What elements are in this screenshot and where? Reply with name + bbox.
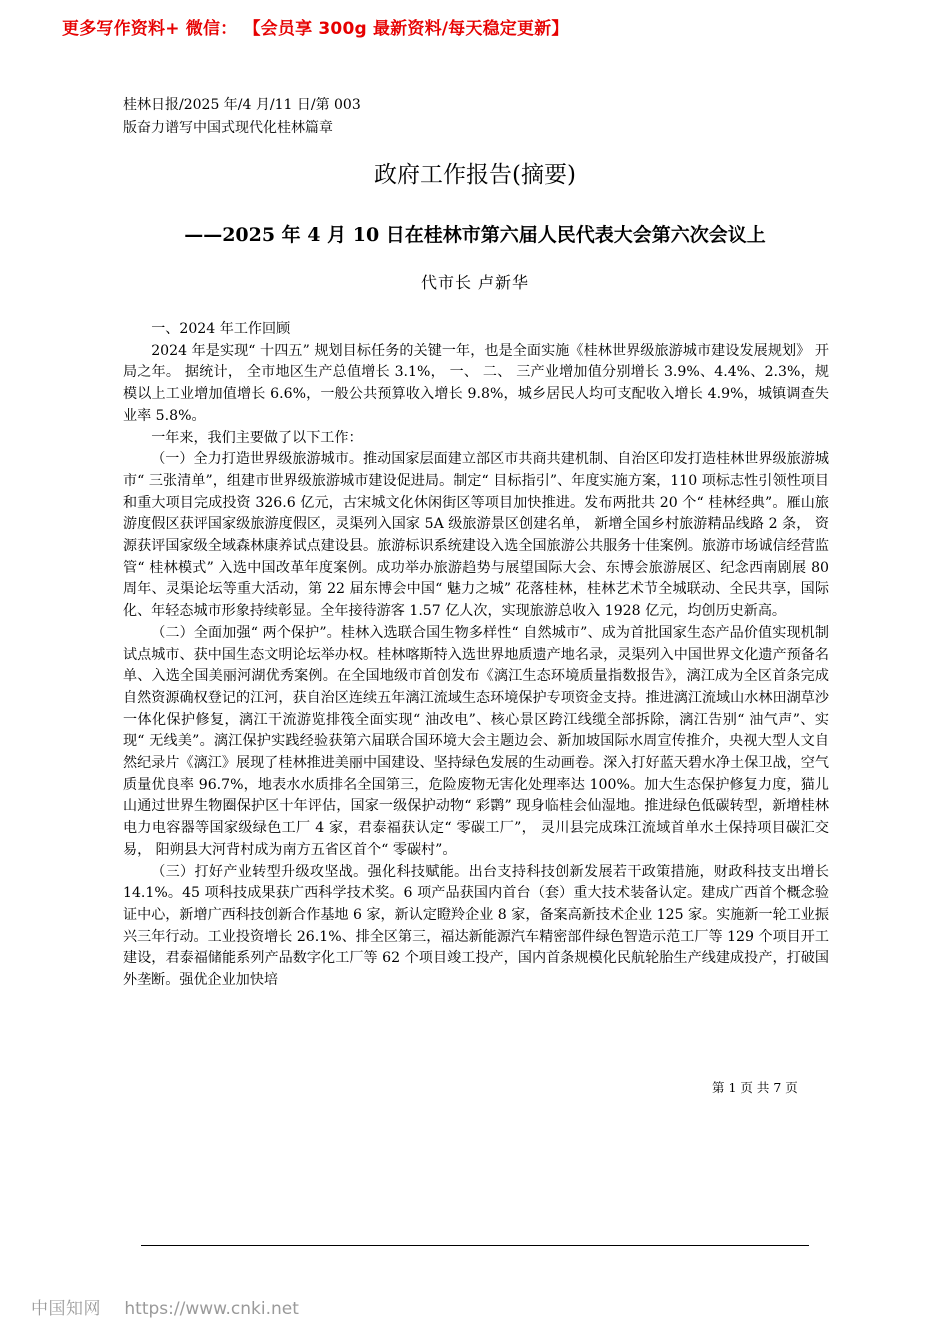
document-body <box>123 319 829 992</box>
source-line-1: 桂林日报/2025 年/4 月/11 日/第 003 <box>123 97 361 113</box>
document-title: 政府工作报告(摘要) <box>374 162 576 188</box>
page-number: 第 1 页 共 7 页 <box>712 1080 798 1095</box>
watermark-brand: 中国知网 <box>31 1299 101 1319</box>
source-line-2: 版奋力谱写中国式现代化桂林篇章 <box>123 120 333 136</box>
body-paragraph: 2024 年是实现“ 十四五” 规划目标任务的关键一年，也是全面实施《桂林世界级旅游城市建设发展规划》 开局之年。 据统计， 全市地区生产总值增长 3.1%， 一、 二、 三产业增加值分别增长 3.9%、4.4%、2.3%，规模以上工业增加值增长 6.6%，一般公共预算收入增长 9.8%，城乡居民人均可支配收入增长 4.9%，城镇调查失业率 5.8%。 <box>123 342 830 424</box>
watermark-url: https://www.cnki.net <box>124 1299 299 1319</box>
body-paragraph: （一）全力打造世界级旅游城市。推动国家层面建立部区市共商共建机制、自治区印发打造桂林世界级旅游城市“ 三张清单”，组建市世界级旅游城市建设促进局。制定“ 目标指引”、年度实施方案，110 项标志性引领性项目和重大项目完成投资 326.6 亿元，古宋城文化休闲街区等项目加快推进。发布两批共 20 个“ 桂林经典”。雁山旅游度假区获评国家级旅游度假区，灵渠列入国家 5A 级旅游景区创建名单， 新增全国乡村旅游精品线路 2 条， 资源获评国家级全域森林康养试点建设县。旅游标识系统建设入选全国旅游公共服务十佳案例。旅游市场诚信经营监管“ 桂林模式” 入选中国改革年度案例。成功举办旅游趋势与展望国际大会、东博会旅游展区、纪念西南剧展 80 周年、灵渠论坛等重大活动，第 22 届东博会中国“ 魅力之城” 花落桂林，桂林艺术节全城联动、全民共享，国际化、年轻态城市形象持续彰显。全年接待游客 1.57 亿人次，实现旅游总收入 1928 亿元，均创历史新高。 <box>123 451 829 620</box>
document-subtitle: ——2025 年 4 月 10 日在桂林市第六届人民代表大会第六次会议上 <box>184 224 766 246</box>
section-heading: 一、2024 年工作回顾 <box>151 321 291 337</box>
footer-divider <box>141 1245 809 1246</box>
document-author: 代市长 卢新华 <box>420 273 530 292</box>
source-citation <box>123 94 361 140</box>
body-paragraph: （三）打好产业转型升级攻坚战。强化科技赋能。出台支持科技创新发展若干政策措施，财政科技支出增长 14.1%。45 项科技成果获广西科学技术奖。6 项产品获国内首台（套）重大技术装备认定。建成广西首个概念验证中心，新增广西科技创新合作基地 6 家，新认定瞪羚企业 8 家，备案高新技术企业 125 家。实施新一轮工业振兴三年行动。工业投资增长 26.1%、排全区第三，福达新能源汽车精密部件绿色智造示范工厂等 129 个项目开工建设，君泰福储能系列产品数字化工厂等 62 个项目竣工投产，国内首条规模化民航轮胎生产线建成投产，打破国外垄断。强优企业加快培 <box>123 863 829 989</box>
body-paragraph: 一年来，我们主要做了以下工作： <box>151 429 363 446</box>
source-watermark <box>31 1294 299 1319</box>
body-paragraph: （二）全面加强“ 两个保护”。桂林入选联合国生物多样性“ 自然城市”、成为首批国家生态产品价值实现机制试点城市、获中国生态文明论坛举办权。桂林喀斯特入选世界地质遗产地名录，灵渠列入中国世界文化遗产预备名单、入选全国美丽河湖优秀案例。在全国地级市首创发布《漓江生态环境质量指数报告》，漓江成为全区首条完成自然资源确权登记的江河，获自治区连续五年漓江流域生态环境保护专项资金支持。推进漓江流域山水林田湖草沙一体化保护修复，漓江干流游览排筏全面实现“ 油改电”、核心景区跨江线缆全部拆除，漓江告别“ 油气声”、实现“ 无线美”。漓江保护实践经验获第六届联合国环境大会主题边会、新加坡国际水周宣传推介，央视大型人文自然纪录片《漓江》展现了桂林推进美丽中国建设、坚持绿色发展的生动画卷。深入打好蓝天碧水净土保卫战，空气质量优良率 96.7%，地表水水质排名全国第三，危险废物无害化处理率达 100%。加大生态保护修复力度，猫儿山通过世界生物圈保护区十年评估，国家一级保护动物“ 彩鹮” 现身临桂会仙湿地。推进绿色低碳转型，新增桂林电力电容器等国家级绿色工厂 4 家，君泰福获认定“ 零碳工厂”， 灵川县完成珠江流域首单水土保持项目碳汇交易， 阳朔县大河背村成为南方五省区首个“ 零碳村”。 <box>123 624 829 858</box>
promo-banner: 更多写作资料+ 微信： 【会员享 300g 最新资料/每天稳定更新】 <box>62 19 569 39</box>
